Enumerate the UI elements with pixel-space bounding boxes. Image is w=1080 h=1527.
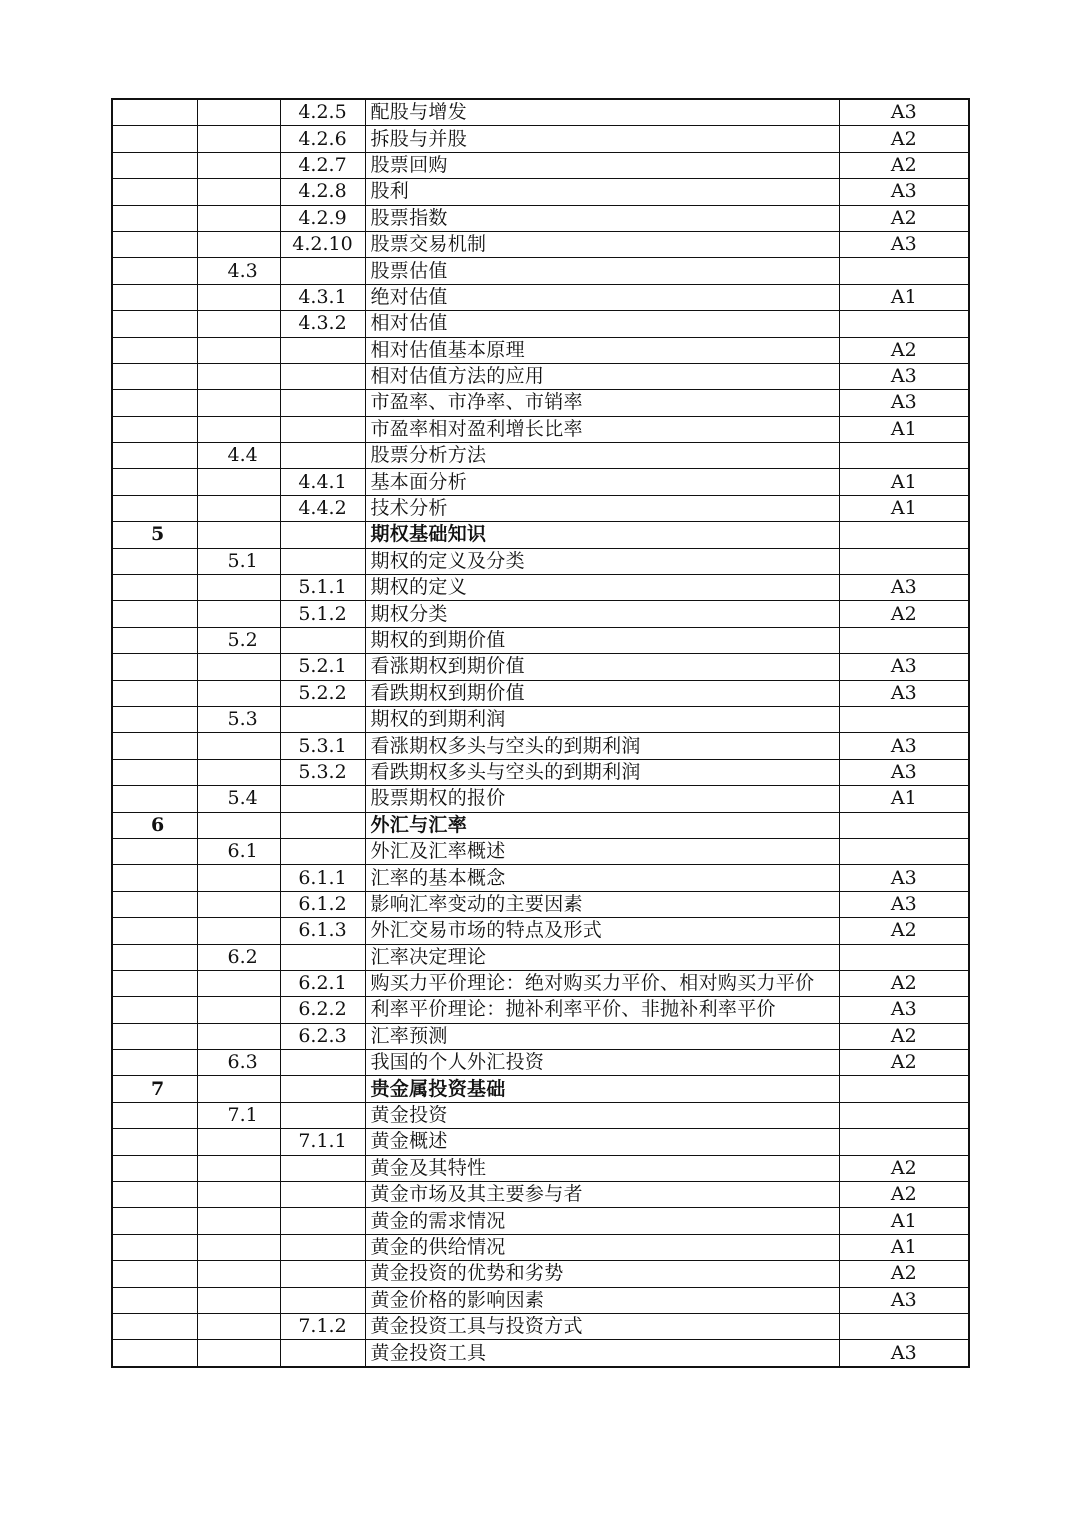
grade-level-cell: A3: [839, 179, 969, 205]
table-row: [112, 970, 969, 996]
grade-level-cell: A3: [839, 363, 969, 389]
chapter-number-cell: [112, 99, 197, 126]
table-row: [112, 1340, 969, 1367]
grade-level-cell: [839, 548, 969, 574]
section-number-cell: [197, 126, 280, 152]
subsection-number-cell: 4.2.5: [280, 99, 365, 126]
chapter-number-cell: [112, 258, 197, 284]
topic-title-cell: 期权的定义及分类: [365, 548, 839, 574]
topic-title-cell: 外汇交易市场的特点及形式: [365, 918, 839, 944]
table-row: [112, 759, 969, 785]
table-row: [112, 1208, 969, 1234]
subsection-number-cell: [280, 1208, 365, 1234]
subsection-number-cell: [280, 258, 365, 284]
chapter-number-cell: [112, 337, 197, 363]
grade-level-cell: A2: [839, 918, 969, 944]
table-row: [112, 601, 969, 627]
table-row: [112, 654, 969, 680]
subsection-number-cell: [280, 1340, 365, 1367]
chapter-number-cell: [112, 469, 197, 495]
subsection-number-cell: [280, 337, 365, 363]
grade-level-cell: [839, 944, 969, 970]
topic-title-cell: 相对估值: [365, 311, 839, 337]
section-number-cell: 6.2: [197, 944, 280, 970]
grade-level-cell: [839, 838, 969, 864]
section-number-cell: 4.3: [197, 258, 280, 284]
grade-level-cell: [839, 627, 969, 653]
table-row: [112, 838, 969, 864]
chapter-number-cell: 6: [112, 812, 197, 838]
topic-title-cell: 期权分类: [365, 601, 839, 627]
grade-level-cell: A1: [839, 1208, 969, 1234]
subsection-number-cell: 5.1.2: [280, 601, 365, 627]
chapter-number-cell: [112, 970, 197, 996]
topic-title-cell: 黄金价格的影响因素: [365, 1287, 839, 1313]
subsection-number-cell: [280, 1050, 365, 1076]
chapter-number-cell: [112, 838, 197, 864]
section-number-cell: 7.1: [197, 1102, 280, 1128]
grade-level-cell: A2: [839, 126, 969, 152]
chapter-number-cell: [112, 944, 197, 970]
chapter-number-cell: [112, 706, 197, 732]
chapter-number-cell: [112, 311, 197, 337]
topic-title-cell: 黄金及其特性: [365, 1155, 839, 1181]
table-row: [112, 469, 969, 495]
chapter-number-cell: 7: [112, 1076, 197, 1102]
topic-title-cell: 汇率决定理论: [365, 944, 839, 970]
section-number-cell: [197, 1340, 280, 1367]
grade-level-cell: A2: [839, 1023, 969, 1049]
grade-level-cell: [839, 1313, 969, 1339]
topic-title-cell: 汇率预测: [365, 1023, 839, 1049]
grade-level-cell: A3: [839, 390, 969, 416]
chapter-number-cell: [112, 126, 197, 152]
subsection-number-cell: 4.2.8: [280, 179, 365, 205]
topic-title-cell: 黄金投资的优势和劣势: [365, 1261, 839, 1287]
chapter-number-cell: 5: [112, 522, 197, 548]
section-number-cell: [197, 1287, 280, 1313]
section-number-cell: [197, 601, 280, 627]
table-row: [112, 1102, 969, 1128]
table-row: [112, 1076, 969, 1102]
table-row: [112, 548, 969, 574]
table-row: [112, 443, 969, 469]
section-number-cell: [197, 654, 280, 680]
chapter-number-cell: [112, 1155, 197, 1181]
topic-title-cell: 拆股与并股: [365, 126, 839, 152]
chapter-number-cell: [112, 1208, 197, 1234]
section-number-cell: [197, 284, 280, 310]
chapter-number-cell: [112, 1340, 197, 1367]
chapter-number-cell: [112, 1050, 197, 1076]
topic-title-cell: 配股与增发: [365, 99, 839, 126]
grade-level-cell: A1: [839, 786, 969, 812]
section-number-cell: [197, 891, 280, 917]
subsection-number-cell: 7.1.1: [280, 1129, 365, 1155]
topic-title-cell: 黄金概述: [365, 1129, 839, 1155]
grade-level-cell: A2: [839, 1182, 969, 1208]
section-number-cell: [197, 205, 280, 231]
section-number-cell: [197, 1234, 280, 1260]
section-number-cell: [197, 1261, 280, 1287]
grade-level-cell: A3: [839, 231, 969, 257]
section-number-cell: [197, 1208, 280, 1234]
grade-level-cell: A3: [839, 865, 969, 891]
chapter-number-cell: [112, 390, 197, 416]
chapter-number-cell: [112, 786, 197, 812]
grade-level-cell: A1: [839, 1234, 969, 1260]
topic-title-cell: 股票交易机制: [365, 231, 839, 257]
topic-title-cell: 外汇与汇率: [365, 812, 839, 838]
chapter-number-cell: [112, 997, 197, 1023]
topic-title-cell: 绝对估值: [365, 284, 839, 310]
section-number-cell: [197, 231, 280, 257]
table-row: [112, 786, 969, 812]
topic-title-cell: 市盈率相对盈利增长比率: [365, 416, 839, 442]
chapter-number-cell: [112, 1287, 197, 1313]
table-row: [112, 258, 969, 284]
grade-level-cell: A3: [839, 654, 969, 680]
grade-level-cell: A2: [839, 970, 969, 996]
grade-level-cell: [839, 311, 969, 337]
topic-title-cell: 黄金的供给情况: [365, 1234, 839, 1260]
subsection-number-cell: 4.2.10: [280, 231, 365, 257]
subsection-number-cell: [280, 1076, 365, 1102]
topic-title-cell: 黄金投资工具: [365, 1340, 839, 1367]
subsection-number-cell: [280, 1287, 365, 1313]
chapter-number-cell: [112, 1313, 197, 1339]
subsection-number-cell: 4.2.7: [280, 152, 365, 178]
topic-title-cell: 看涨期权多头与空头的到期利润: [365, 733, 839, 759]
grade-level-cell: A2: [839, 601, 969, 627]
chapter-number-cell: [112, 601, 197, 627]
topic-title-cell: 技术分析: [365, 495, 839, 521]
topic-title-cell: 市盈率、市净率、市销率: [365, 390, 839, 416]
topic-title-cell: 看跌期权多头与空头的到期利润: [365, 759, 839, 785]
grade-level-cell: A3: [839, 733, 969, 759]
subsection-number-cell: [280, 443, 365, 469]
subsection-number-cell: 6.1.2: [280, 891, 365, 917]
topic-title-cell: 股利: [365, 179, 839, 205]
subsection-number-cell: [280, 706, 365, 732]
table-row: [112, 337, 969, 363]
table-row: [112, 812, 969, 838]
section-number-cell: [197, 469, 280, 495]
chapter-number-cell: [112, 654, 197, 680]
syllabus-table: [111, 98, 970, 1368]
grade-level-cell: A3: [839, 1287, 969, 1313]
subsection-number-cell: 4.3.1: [280, 284, 365, 310]
table-row: [112, 680, 969, 706]
topic-title-cell: 我国的个人外汇投资: [365, 1050, 839, 1076]
table-row: [112, 1050, 969, 1076]
subsection-number-cell: [280, 838, 365, 864]
table-row: [112, 627, 969, 653]
topic-title-cell: 汇率的基本概念: [365, 865, 839, 891]
chapter-number-cell: [112, 680, 197, 706]
grade-level-cell: [839, 522, 969, 548]
section-number-cell: [197, 99, 280, 126]
topic-title-cell: 购买力平价理论：绝对购买力平价、相对购买力平价: [365, 970, 839, 996]
table-row: [112, 1129, 969, 1155]
section-number-cell: [197, 1129, 280, 1155]
grade-level-cell: A1: [839, 284, 969, 310]
subsection-number-cell: 5.2.2: [280, 680, 365, 706]
table-row: [112, 390, 969, 416]
topic-title-cell: 期权的到期利润: [365, 706, 839, 732]
table-row: [112, 126, 969, 152]
subsection-number-cell: [280, 1234, 365, 1260]
section-number-cell: [197, 1313, 280, 1339]
section-number-cell: [197, 918, 280, 944]
topic-title-cell: 期权基础知识: [365, 522, 839, 548]
section-number-cell: 5.3: [197, 706, 280, 732]
topic-title-cell: 利率平价理论：抛补利率平价、非抛补利率平价: [365, 997, 839, 1023]
topic-title-cell: 黄金投资: [365, 1102, 839, 1128]
table-row: [112, 733, 969, 759]
section-number-cell: [197, 495, 280, 521]
section-number-cell: [197, 812, 280, 838]
table-row: [112, 1234, 969, 1260]
table-body: [112, 99, 969, 1367]
section-number-cell: [197, 311, 280, 337]
chapter-number-cell: [112, 363, 197, 389]
section-number-cell: [197, 733, 280, 759]
table-row: [112, 918, 969, 944]
subsection-number-cell: [280, 786, 365, 812]
subsection-number-cell: 6.2.3: [280, 1023, 365, 1049]
topic-title-cell: 看跌期权到期价值: [365, 680, 839, 706]
grade-level-cell: A2: [839, 1155, 969, 1181]
topic-title-cell: 相对估值基本原理: [365, 337, 839, 363]
subsection-number-cell: [280, 548, 365, 574]
chapter-number-cell: [112, 733, 197, 759]
chapter-number-cell: [112, 865, 197, 891]
chapter-number-cell: [112, 918, 197, 944]
grade-level-cell: [839, 1129, 969, 1155]
section-number-cell: 6.3: [197, 1050, 280, 1076]
table-row: [112, 997, 969, 1023]
grade-level-cell: A1: [839, 495, 969, 521]
grade-level-cell: [839, 258, 969, 284]
subsection-number-cell: [280, 1182, 365, 1208]
section-number-cell: [197, 1155, 280, 1181]
table-row: [112, 179, 969, 205]
grade-level-cell: A1: [839, 416, 969, 442]
grade-level-cell: [839, 812, 969, 838]
section-number-cell: [197, 522, 280, 548]
subsection-number-cell: [280, 812, 365, 838]
section-number-cell: [197, 1182, 280, 1208]
section-number-cell: [197, 1023, 280, 1049]
subsection-number-cell: 5.3.2: [280, 759, 365, 785]
subsection-number-cell: 5.2.1: [280, 654, 365, 680]
table-row: [112, 865, 969, 891]
section-number-cell: [197, 363, 280, 389]
section-number-cell: [197, 337, 280, 363]
table-row: [112, 1313, 969, 1339]
section-number-cell: 5.2: [197, 627, 280, 653]
topic-title-cell: 影响汇率变动的主要因素: [365, 891, 839, 917]
section-number-cell: 5.1: [197, 548, 280, 574]
chapter-number-cell: [112, 443, 197, 469]
topic-title-cell: 贵金属投资基础: [365, 1076, 839, 1102]
table-row: [112, 205, 969, 231]
subsection-number-cell: 4.2.6: [280, 126, 365, 152]
table-row: [112, 1261, 969, 1287]
table-row: [112, 706, 969, 732]
grade-level-cell: [839, 1076, 969, 1102]
grade-level-cell: A2: [839, 205, 969, 231]
table-row: [112, 311, 969, 337]
grade-level-cell: A2: [839, 1050, 969, 1076]
chapter-number-cell: [112, 495, 197, 521]
chapter-number-cell: [112, 759, 197, 785]
section-number-cell: [197, 152, 280, 178]
chapter-number-cell: [112, 1023, 197, 1049]
subsection-number-cell: [280, 522, 365, 548]
section-number-cell: [197, 179, 280, 205]
section-number-cell: [197, 865, 280, 891]
chapter-number-cell: [112, 179, 197, 205]
table-row: [112, 891, 969, 917]
table-row: [112, 495, 969, 521]
grade-level-cell: A2: [839, 337, 969, 363]
table-row: [112, 522, 969, 548]
topic-title-cell: 外汇及汇率概述: [365, 838, 839, 864]
section-number-cell: [197, 1076, 280, 1102]
chapter-number-cell: [112, 1234, 197, 1260]
subsection-number-cell: [280, 1102, 365, 1128]
subsection-number-cell: 6.2.1: [280, 970, 365, 996]
subsection-number-cell: [280, 390, 365, 416]
subsection-number-cell: 4.4.1: [280, 469, 365, 495]
subsection-number-cell: [280, 1261, 365, 1287]
chapter-number-cell: [112, 627, 197, 653]
grade-level-cell: A3: [839, 1340, 969, 1367]
section-number-cell: [197, 416, 280, 442]
subsection-number-cell: 6.1.3: [280, 918, 365, 944]
table-row: [112, 944, 969, 970]
section-number-cell: [197, 759, 280, 785]
chapter-number-cell: [112, 575, 197, 601]
table-row: [112, 152, 969, 178]
topic-title-cell: 相对估值方法的应用: [365, 363, 839, 389]
chapter-number-cell: [112, 1182, 197, 1208]
chapter-number-cell: [112, 152, 197, 178]
section-number-cell: [197, 575, 280, 601]
topic-title-cell: 股票分析方法: [365, 443, 839, 469]
topic-title-cell: 期权的到期价值: [365, 627, 839, 653]
subsection-number-cell: [280, 627, 365, 653]
chapter-number-cell: [112, 1129, 197, 1155]
grade-level-cell: A3: [839, 997, 969, 1023]
grade-level-cell: A1: [839, 469, 969, 495]
section-number-cell: [197, 997, 280, 1023]
table-row: [112, 575, 969, 601]
chapter-number-cell: [112, 205, 197, 231]
subsection-number-cell: 6.2.2: [280, 997, 365, 1023]
grade-level-cell: [839, 706, 969, 732]
grade-level-cell: A2: [839, 152, 969, 178]
section-number-cell: [197, 680, 280, 706]
table-row: [112, 363, 969, 389]
subsection-number-cell: 4.3.2: [280, 311, 365, 337]
topic-title-cell: 基本面分析: [365, 469, 839, 495]
table-row: [112, 284, 969, 310]
section-number-cell: 6.1: [197, 838, 280, 864]
topic-title-cell: 黄金的需求情况: [365, 1208, 839, 1234]
table-row: [112, 99, 969, 126]
grade-level-cell: A3: [839, 680, 969, 706]
chapter-number-cell: [112, 1102, 197, 1128]
topic-title-cell: 期权的定义: [365, 575, 839, 601]
chapter-number-cell: [112, 416, 197, 442]
subsection-number-cell: [280, 944, 365, 970]
chapter-number-cell: [112, 231, 197, 257]
subsection-number-cell: [280, 363, 365, 389]
grade-level-cell: [839, 443, 969, 469]
section-number-cell: [197, 390, 280, 416]
topic-title-cell: 看涨期权到期价值: [365, 654, 839, 680]
chapter-number-cell: [112, 1261, 197, 1287]
subsection-number-cell: 7.1.2: [280, 1313, 365, 1339]
table-row: [112, 416, 969, 442]
grade-level-cell: A3: [839, 575, 969, 601]
subsection-number-cell: 5.3.1: [280, 733, 365, 759]
table-row: [112, 1182, 969, 1208]
topic-title-cell: 股票指数: [365, 205, 839, 231]
subsection-number-cell: 5.1.1: [280, 575, 365, 601]
section-number-cell: [197, 970, 280, 996]
topic-title-cell: 股票期权的报价: [365, 786, 839, 812]
subsection-number-cell: 4.2.9: [280, 205, 365, 231]
chapter-number-cell: [112, 891, 197, 917]
subsection-number-cell: 6.1.1: [280, 865, 365, 891]
topic-title-cell: 黄金市场及其主要参与者: [365, 1182, 839, 1208]
topic-title-cell: 股票估值: [365, 258, 839, 284]
grade-level-cell: A3: [839, 759, 969, 785]
subsection-number-cell: [280, 1155, 365, 1181]
grade-level-cell: A2: [839, 1261, 969, 1287]
topic-title-cell: 黄金投资工具与投资方式: [365, 1313, 839, 1339]
table-row: [112, 1023, 969, 1049]
chapter-number-cell: [112, 548, 197, 574]
grade-level-cell: A3: [839, 99, 969, 126]
section-number-cell: 5.4: [197, 786, 280, 812]
table-row: [112, 1287, 969, 1313]
table-row: [112, 1155, 969, 1181]
grade-level-cell: [839, 1102, 969, 1128]
chapter-number-cell: [112, 284, 197, 310]
topic-title-cell: 股票回购: [365, 152, 839, 178]
table-row: [112, 231, 969, 257]
section-number-cell: 4.4: [197, 443, 280, 469]
subsection-number-cell: 4.4.2: [280, 495, 365, 521]
grade-level-cell: A3: [839, 891, 969, 917]
subsection-number-cell: [280, 416, 365, 442]
